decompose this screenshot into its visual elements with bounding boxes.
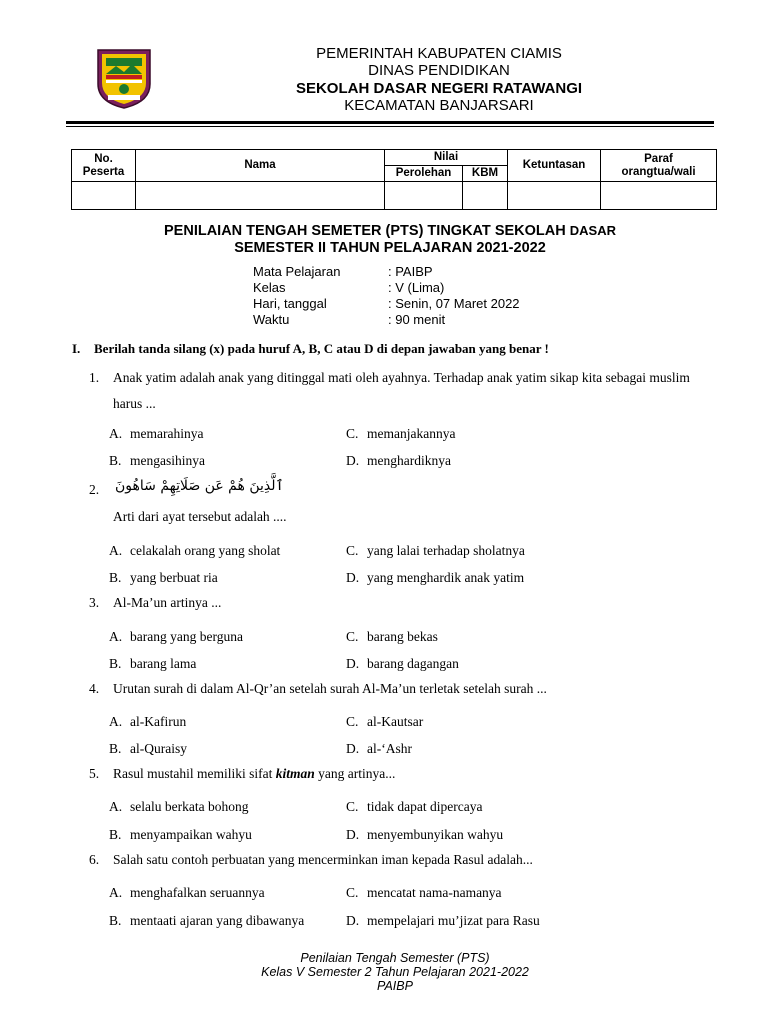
question-2-arabic-verse: ٱلَّذِينَ هُمْ عَن صَلَاتِهِمْ سَاهُونَ bbox=[115, 478, 284, 494]
question-2-option-a[interactable]: A. celakalah orang yang sholat bbox=[109, 543, 281, 558]
question-5-emphasis: kitman bbox=[275, 766, 315, 781]
header-school-name: SEKOLAH DASAR NEGERI RATAWANGI bbox=[295, 80, 583, 97]
question-2-option-c[interactable]: C. yang lalai terhadap sholatnya bbox=[346, 543, 525, 558]
info-value-subject: : PAIBP bbox=[388, 264, 433, 279]
info-value-date: : Senin, 07 Maret 2022 bbox=[388, 296, 520, 311]
header-district: KECAMATAN BANJARSARI bbox=[344, 97, 534, 114]
section-instruction: I. Berilah tanda silang (x) pada huruf A, B, C atau D di depan jawaban yang benar ! bbox=[72, 341, 549, 356]
question-4-number: 4. bbox=[89, 681, 100, 696]
question-6-option-b[interactable]: B. mentaati ajaran yang dibawanya bbox=[109, 913, 305, 928]
question-5-number: 5. bbox=[89, 766, 100, 781]
footer-line1: Penilaian Tengah Semester (PTS) bbox=[300, 951, 490, 965]
exam-title-line1: PENILAIAN TENGAH SEMETER (PTS) TINGKAT SEKOLAH DASAR bbox=[164, 223, 616, 239]
question-4-option-a[interactable]: A. al-Kafirun bbox=[109, 714, 187, 729]
cell-no-peserta[interactable] bbox=[72, 182, 136, 210]
question-1-option-c[interactable]: C. memanjakannya bbox=[346, 426, 456, 441]
question-3-option-a[interactable]: A. barang yang berguna bbox=[109, 629, 243, 644]
footer-line2: Kelas V Semester 2 Tahun Pelajaran 2021-2022 bbox=[261, 965, 529, 979]
question-4-option-d[interactable]: D. al-‘Ashr bbox=[346, 741, 412, 756]
ciamis-regency-logo bbox=[94, 44, 154, 110]
question-5-option-a[interactable]: A. selalu berkata bohong bbox=[109, 799, 249, 814]
question-1-number: 1. bbox=[89, 370, 100, 385]
question-2-number: 2. bbox=[89, 482, 100, 497]
question-6-option-c[interactable]: C. mencatat nama-namanya bbox=[346, 885, 502, 900]
question-1-option-d[interactable]: D. menghardiknya bbox=[346, 453, 451, 468]
exam-title-line2: SEMESTER II TAHUN PELAJARAN 2021-2022 bbox=[234, 240, 546, 256]
letterhead-rule-thin bbox=[66, 126, 714, 127]
cell-paraf[interactable] bbox=[601, 182, 717, 210]
info-label-date: Hari, tanggal bbox=[253, 296, 327, 311]
col-nilai: Nilai bbox=[385, 150, 508, 166]
student-identity-table bbox=[71, 149, 717, 210]
question-3-number: 3. bbox=[89, 595, 100, 610]
question-6-number: 6. bbox=[89, 852, 100, 867]
question-2-text: Arti dari ayat tersebut adalah .... bbox=[113, 509, 287, 524]
cell-kbm[interactable] bbox=[463, 182, 508, 210]
info-label-subject: Mata Pelajaran bbox=[253, 264, 341, 279]
question-5-option-b[interactable]: B. menyampaikan wahyu bbox=[109, 827, 252, 842]
col-perolehan: Perolehan bbox=[385, 166, 463, 182]
info-label-class: Kelas bbox=[253, 280, 286, 295]
question-6-text: Salah satu contoh perbuatan yang mencerminkan iman kepada Rasul adalah... bbox=[113, 852, 533, 867]
question-3-text: Al-Ma’un artinya ... bbox=[113, 595, 222, 610]
col-no-peserta: No. Peserta bbox=[72, 150, 136, 182]
question-3-option-d[interactable]: D. barang dagangan bbox=[346, 656, 459, 671]
cell-nama[interactable] bbox=[136, 182, 385, 210]
question-1-text: Anak yatim adalah anak yang ditinggal mati oleh ayahnya. Terhadap anak yatim sikap kita sebagai muslim harus ... bbox=[113, 370, 690, 411]
question-3-option-c[interactable]: C. barang bekas bbox=[346, 629, 438, 644]
question-6-option-a[interactable]: A. menghafalkan seruannya bbox=[109, 885, 265, 900]
question-3-option-b[interactable]: B. barang lama bbox=[109, 656, 197, 671]
col-kbm: KBM bbox=[463, 166, 508, 182]
cell-perolehan[interactable] bbox=[385, 182, 463, 210]
info-value-time: : 90 menit bbox=[388, 312, 446, 327]
question-2-option-b[interactable]: B. yang berbuat ria bbox=[109, 570, 218, 585]
question-1-option-a[interactable]: A. memarahinya bbox=[109, 426, 204, 441]
info-label-time: Waktu bbox=[253, 312, 290, 327]
col-nama: Nama bbox=[136, 150, 385, 182]
info-value-class: : V (Lima) bbox=[388, 280, 445, 295]
header-government: PEMERINTAH KABUPATEN CIAMIS bbox=[316, 45, 562, 62]
question-5-option-d[interactable]: D. menyembunyikan wahyu bbox=[346, 827, 504, 842]
question-4-option-b[interactable]: B. al-Quraisy bbox=[109, 741, 187, 756]
question-4-option-c[interactable]: C. al-Kautsar bbox=[346, 714, 424, 729]
col-ketuntasan: Ketuntasan bbox=[508, 150, 601, 182]
col-paraf: Paraf orangtua/wali bbox=[601, 150, 717, 182]
question-1-option-b[interactable]: B. mengasihinya bbox=[109, 453, 205, 468]
letterhead-rule-thick bbox=[66, 121, 714, 124]
question-4-text: Urutan surah di dalam Al-Qr’an setelah surah Al-Ma’un terletak setelah surah ... bbox=[113, 681, 547, 696]
question-6-option-d[interactable]: D. mempelajari mu’jizat para Rasu bbox=[346, 913, 540, 928]
question-5-option-c[interactable]: C. tidak dapat dipercaya bbox=[346, 799, 483, 814]
cell-ketuntasan[interactable] bbox=[508, 182, 601, 210]
question-5-text: Rasul mustahil memiliki sifat kitman yang artinya... bbox=[113, 766, 396, 781]
question-2-option-d[interactable]: D. yang menghardik anak yatim bbox=[346, 570, 525, 585]
footer-line3: PAIBP bbox=[377, 979, 413, 993]
header-department: DINAS PENDIDIKAN bbox=[368, 62, 510, 79]
